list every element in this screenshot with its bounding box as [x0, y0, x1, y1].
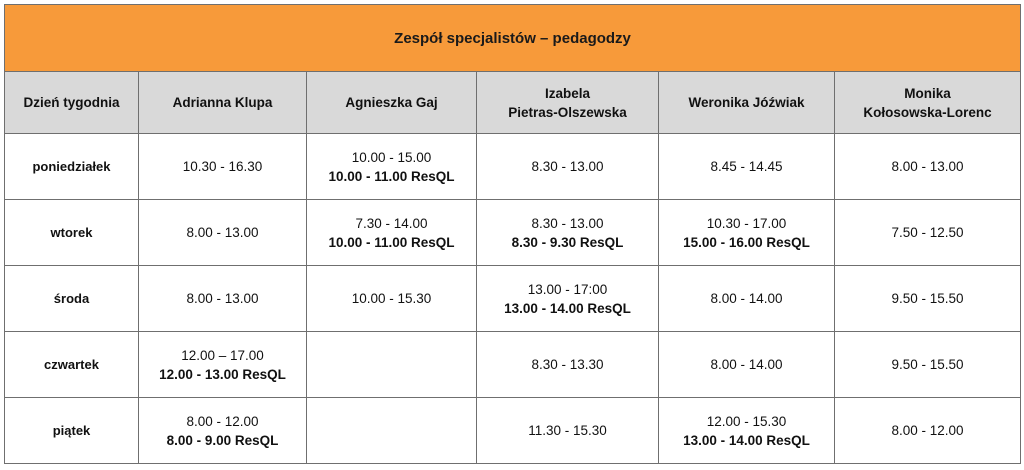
schedule-cell [835, 398, 1021, 464]
schedule-container [4, 4, 1020, 464]
hours-text: 12.00 – 17.00 [181, 347, 264, 363]
column-header-line: Monika [904, 85, 951, 101]
resql-hours-text: 10.00 - 11.00 ResQL [328, 234, 455, 250]
hours-text: 13.00 - 17:00 [527, 281, 608, 297]
hours-text: 9.50 - 15.50 [891, 357, 964, 372]
hours-text: 8.00 - 14.00 [710, 357, 783, 372]
column-header-specialist [477, 72, 659, 134]
table-row [5, 332, 1021, 398]
day-cell: piątek [5, 398, 139, 464]
schedule-cell [835, 200, 1021, 266]
column-header-specialist [659, 72, 835, 134]
schedule-cell [307, 200, 477, 266]
schedule-cell [659, 398, 835, 464]
table-row [5, 200, 1021, 266]
column-header-line: Izabela [544, 85, 591, 101]
hours-text: 8.00 - 14.00 [710, 291, 783, 306]
schedule-cell [139, 200, 307, 266]
resql-hours-text: 13.00 - 14.00 ResQL [683, 432, 810, 448]
hours-text: 7.30 - 14.00 [355, 215, 428, 231]
hours-text: 8.00 - 13.00 [186, 225, 259, 240]
day-cell: wtorek [5, 200, 139, 266]
column-header-specialist [139, 72, 307, 134]
column-header-line: Adrianna Klupa [172, 95, 273, 110]
resql-hours-text: 13.00 - 14.00 ResQL [504, 300, 631, 316]
hours-text: 10.00 - 15.00 [351, 149, 432, 165]
schedule-cell [139, 332, 307, 398]
schedule-cell [139, 398, 307, 464]
schedule-cell [659, 200, 835, 266]
schedule-cell [139, 266, 307, 332]
hours-text: 8.30 - 13.00 [531, 159, 604, 174]
day-cell: poniedziałek [5, 134, 139, 200]
schedule-cell [139, 134, 307, 200]
schedule-cell [307, 332, 477, 398]
schedule-cell [477, 398, 659, 464]
hours-text: 8.00 - 12.00 [891, 423, 964, 438]
schedule-cell [477, 200, 659, 266]
hours-text: 11.30 - 15.30 [528, 423, 607, 438]
schedule-cell [477, 332, 659, 398]
table-row [5, 134, 1021, 200]
schedule-table [4, 4, 1021, 464]
table-row [5, 398, 1021, 464]
hours-text: 8.00 - 13.00 [891, 159, 964, 174]
resql-hours-text: 8.00 - 9.00 ResQL [166, 432, 279, 448]
hours-text: 9.50 - 15.50 [891, 291, 964, 306]
schedule-cell [835, 332, 1021, 398]
column-header-line: Pietras-Olszewska [508, 104, 627, 120]
column-header-line: Dzień tygodnia [23, 95, 120, 110]
schedule-body [5, 134, 1021, 464]
column-header-line: Kołosowska-Lorenc [863, 104, 992, 120]
resql-hours-text: 10.00 - 11.00 ResQL [328, 168, 455, 184]
header-row [5, 72, 1021, 134]
hours-text: 8.45 - 14.45 [710, 159, 783, 174]
column-header-line: Agnieszka Gaj [345, 95, 438, 110]
schedule-cell [659, 332, 835, 398]
schedule-cell [477, 134, 659, 200]
resql-hours-text: 15.00 - 16.00 ResQL [683, 234, 810, 250]
schedule-cell [307, 134, 477, 200]
schedule-cell [835, 134, 1021, 200]
hours-text: 10.30 - 17.00 [706, 215, 787, 231]
resql-hours-text: 12.00 - 13.00 ResQL [159, 366, 286, 382]
column-header-specialist [307, 72, 477, 134]
schedule-cell [659, 266, 835, 332]
hours-text: 10.00 - 15.30 [351, 291, 432, 306]
hours-text: 7.50 - 12.50 [891, 225, 964, 240]
hours-text: 8.00 - 12.00 [186, 413, 259, 429]
hours-text: 8.30 - 13.30 [531, 357, 604, 372]
column-header-line: Weronika Jóźwiak [688, 95, 805, 110]
column-header-day [5, 72, 139, 134]
schedule-cell [835, 266, 1021, 332]
hours-text: 12.00 - 15.30 [706, 413, 787, 429]
schedule-cell [307, 266, 477, 332]
day-cell: czwartek [5, 332, 139, 398]
day-cell: środa [5, 266, 139, 332]
column-header-specialist [835, 72, 1021, 134]
hours-text: 8.30 - 13.00 [531, 215, 604, 231]
hours-text: 8.00 - 13.00 [186, 291, 259, 306]
schedule-cell [659, 134, 835, 200]
table-row [5, 266, 1021, 332]
table-title: Zespół specjalistów – pedagodzy [5, 5, 1021, 72]
hours-text: 10.30 - 16.30 [182, 159, 263, 174]
resql-hours-text: 8.30 - 9.30 ResQL [511, 234, 624, 250]
schedule-cell [477, 266, 659, 332]
schedule-cell [307, 398, 477, 464]
